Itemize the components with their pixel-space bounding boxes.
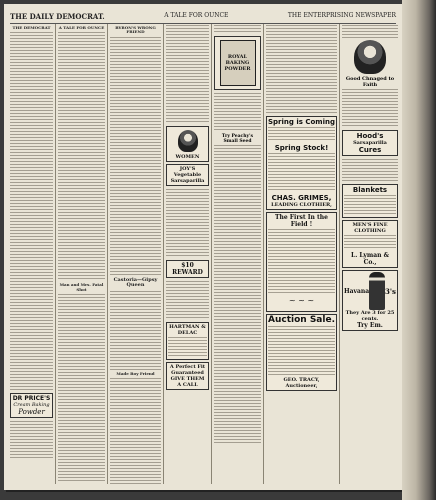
col6-top-text	[266, 24, 337, 114]
spring-text-1	[268, 126, 335, 142]
hoods-cures: Cures	[358, 146, 382, 154]
col1-article-text	[10, 31, 53, 391]
perfect-fit-ad	[166, 362, 209, 390]
man-figure-icon	[369, 272, 385, 310]
hartman-heading: HARTMAN & DELAC	[169, 324, 206, 336]
blankets-ad	[342, 184, 398, 218]
newspaper-page	[4, 4, 402, 490]
try-em: Try Em.	[357, 322, 383, 329]
hoods-word: Hood's	[356, 132, 384, 140]
joys-ad	[166, 164, 209, 186]
col4-text-3	[166, 280, 209, 320]
havana-word: Havana	[344, 287, 370, 295]
first-in-field-ad	[266, 212, 337, 312]
blankets-text	[344, 194, 396, 214]
peachy-note: Try Peachy's Small Seed	[221, 134, 254, 144]
mens-clothing-ad	[342, 220, 398, 268]
dr-price-brand: DR PRICE'S	[12, 395, 51, 403]
perfect-fit-heading: A Perfect Fit Guaranteed	[169, 364, 206, 376]
col3-headline: BYRON'S WRONG FRIEND	[115, 25, 156, 35]
royal-word: ROYAL	[227, 54, 248, 60]
col4-text	[166, 24, 209, 124]
women-heading: WOMEN	[175, 154, 200, 160]
dr-price-line2: Powder	[18, 408, 45, 417]
auction-text	[268, 325, 335, 375]
col2-article-text	[58, 31, 105, 281]
col3-subhead-1: Castoria—Gipsy Queen	[113, 276, 158, 289]
baking-word: BAKING	[225, 60, 250, 66]
spring-text-2	[268, 152, 335, 192]
dr-price-ad	[10, 393, 53, 418]
good-changed-text: Good Chnaged to Faith	[345, 76, 395, 88]
column-7	[340, 24, 400, 484]
woman-portrait-icon	[354, 40, 386, 74]
col2-article-text-2	[58, 293, 105, 483]
grimes-name: CHAS. GRIMES,	[271, 194, 332, 202]
tracy-name: GEO. TRACY, Auctioneer,	[283, 377, 320, 390]
col7-text	[342, 88, 398, 128]
col7-text-2	[342, 158, 398, 182]
spring-coming: Spring is Coming	[268, 118, 335, 126]
book-binding-edge	[402, 0, 436, 500]
three-for-cents: They Are 3 for 25 cents.	[345, 310, 395, 322]
column-3	[108, 24, 164, 484]
masthead-right: THE ENTERPRISING NEWSPAPER	[287, 12, 396, 19]
havana-ad	[342, 270, 398, 331]
col3-article-text	[110, 36, 161, 276]
column-2	[56, 24, 108, 484]
col5-top-text	[214, 24, 261, 34]
reward-heading: $10 REWARD	[172, 262, 203, 276]
masthead-left: THE DAILY DEMOCRAT.	[10, 12, 105, 21]
powder-word: POWDER	[224, 66, 251, 72]
col2-headline: A TALE FOR OUNCE	[58, 25, 105, 30]
masthead-center: A TALE FOR OUNCE	[164, 12, 229, 19]
auction-ad	[266, 314, 337, 391]
grimes-sub: LEADING CLOTHIER,	[271, 202, 332, 208]
spring-stock: Spring Stock!	[274, 144, 329, 152]
col3-article-text-3	[110, 377, 161, 484]
joys-heading: JOY'S Vegetable Sarsaparilla	[170, 166, 205, 184]
spring-ad	[266, 116, 337, 210]
women-portrait-icon	[178, 130, 198, 152]
royal-baking-ad	[214, 36, 261, 90]
blankets-heading: Blankets	[352, 186, 388, 194]
col3-article-text-2	[110, 290, 161, 370]
col2-subhead: Man and Mrs. Fatal Shot	[59, 282, 104, 292]
reward-ad	[166, 260, 209, 278]
col7-top-text	[342, 24, 398, 38]
mens-heading: MEN'S FINE CLOTHING	[352, 222, 388, 234]
hartman-ad	[166, 322, 209, 360]
column-5	[212, 24, 264, 484]
hoods-sarsaparilla: Sarsaparilla	[353, 140, 387, 146]
auction-heading: Auction Sale.	[268, 315, 335, 325]
signature-graphic: ~ ~ ~	[288, 296, 315, 305]
threes-word: 3's	[385, 286, 396, 296]
royal-can-icon	[220, 40, 256, 86]
women-ad	[166, 126, 209, 162]
column-4	[164, 24, 212, 484]
lyman-name: L. Lyman & Co.,	[351, 252, 389, 266]
col3-subhead-2: Made Boy Friend	[116, 370, 155, 376]
col5-text-2	[214, 144, 261, 444]
mens-text	[344, 234, 396, 250]
give-call-text: GIVE THEM A CALL	[170, 376, 205, 388]
hoods-ad	[342, 130, 398, 156]
field-text	[268, 228, 335, 294]
col4-text-2	[166, 188, 209, 258]
dr-price-line1: Cream Baking	[13, 402, 50, 409]
col5-text	[214, 92, 261, 132]
first-in-field-heading: The First In the Field !	[275, 214, 328, 228]
col1-footer-text	[10, 420, 53, 460]
hartman-text	[168, 336, 207, 356]
col1-headline: THE DEMOCRAT	[12, 25, 51, 30]
column-1	[8, 24, 56, 484]
masthead	[10, 12, 396, 24]
column-6	[264, 24, 340, 484]
